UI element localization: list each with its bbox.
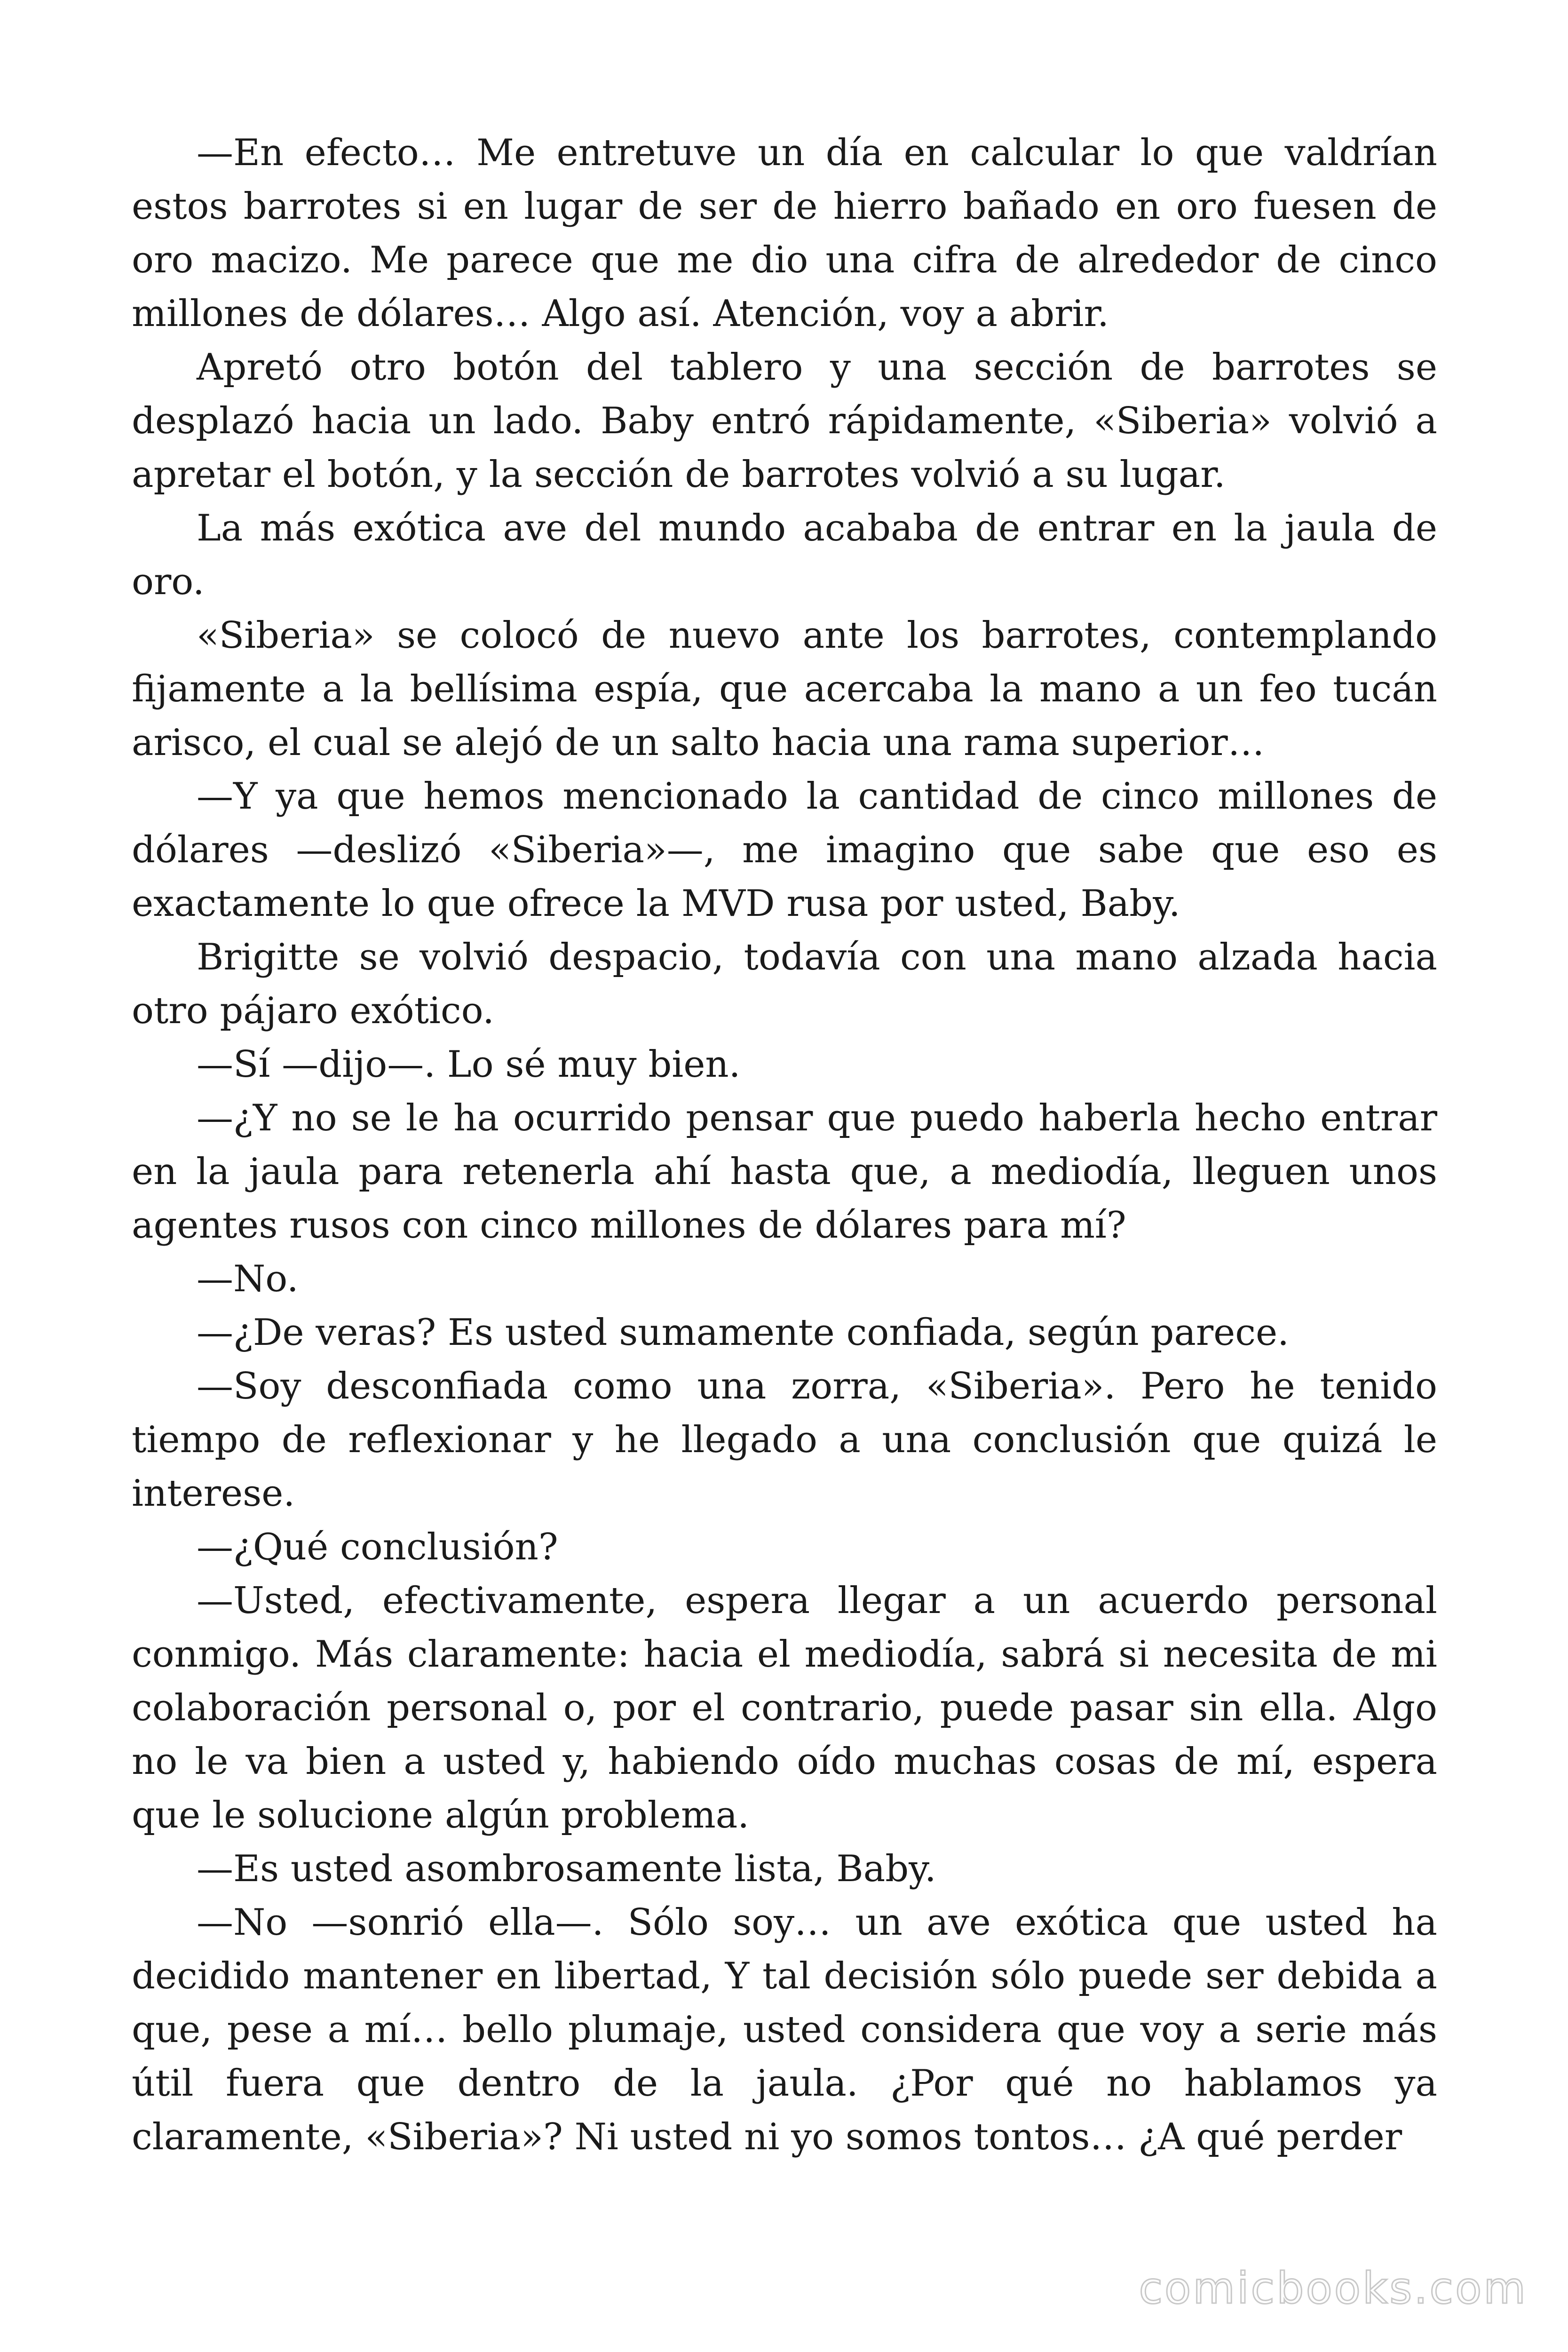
paragraph: Brigitte se volvió despacio, todavía con una mano alzada hacia otro pájaro exótico. <box>132 936 1437 1032</box>
watermark: comicbooks.com <box>1139 2263 1528 2313</box>
paragraph: —No —sonrió ella—. Sólo soy… un ave exótica que usted ha decidido mantener en libertad, Y tal decisión sólo puede ser debida a que, pese a mí… bello plumaje, usted considera que voy a serie más útil fuera que dentro de la jaula. ¿Por qué no hablamos ya claramente, «Siberia»? Ni usted ni yo somos tontos… ¿A qué perder <box>132 1901 1437 2158</box>
paragraph: «Siberia» se colocó de nuevo ante los barrotes, contemplando fijamente a la bellísima espía, que acercaba la mano a un feo tucán arisco, el cual se alejó de un salto hacia una rama superior… <box>132 614 1437 764</box>
paragraph: —Soy desconfiada como una zorra, «Siberia». Pero he tenido tiempo de reflexionar y he llegado a una conclusión que quizá le interese. <box>132 1365 1437 1515</box>
paragraph: —Es usted asombrosamente lista, Baby. <box>197 1848 936 1890</box>
paragraph: —¿Y no se le ha ocurrido pensar que puedo haberla hecho entrar en la jaula para retenerla ahí hasta que, a mediodía, lleguen unos agentes rusos con cinco millones de dólares para mí? <box>132 1097 1437 1247</box>
paragraph: La más exótica ave del mundo acababa de entrar en la jaula de oro. <box>132 507 1437 603</box>
paragraph: —En efecto… Me entretuve un día en calcular lo que valdrían estos barrotes si en lugar de ser de hierro bañado en oro fuesen de oro macizo. Me parece que me dio una cifra de alrededor de cinco millones de dólares… Algo así. Atención, voy a abrir. <box>132 132 1437 335</box>
paragraph: —Y ya que hemos mencionado la cantidad de cinco millones de dólares —deslizó «Siberia»—, me imagino que sabe que eso es exactamente lo que ofrece la MVD rusa por usted, Baby. <box>132 775 1437 925</box>
paragraph: —¿Qué conclusión? <box>197 1526 558 1568</box>
paragraph: Apretó otro botón del tablero y una sección de barrotes se desplazó hacia un lado. Baby entró rápidamente, «Siberia» volvió a apretar el botón, y la sección de barrotes volvió a su lugar. <box>132 346 1437 496</box>
paragraph: —Usted, efectivamente, espera llegar a un acuerdo personal conmigo. Más claramente: hacia el mediodía, sabrá si necesita de mi colaboración personal o, por el contrario, puede pasar sin ella. Algo no le va bien a usted y, habiendo oído muchas cosas de mí, espera que le solucione algún problema. <box>132 1580 1437 1836</box>
paragraph: —Sí —dijo—. Lo sé muy bien. <box>197 1043 741 1086</box>
paragraph: —¿De veras? Es usted sumamente confiada, según parece. <box>197 1311 1289 1354</box>
page-text <box>132 126 1437 2164</box>
paragraph: —No. <box>197 1258 299 1300</box>
